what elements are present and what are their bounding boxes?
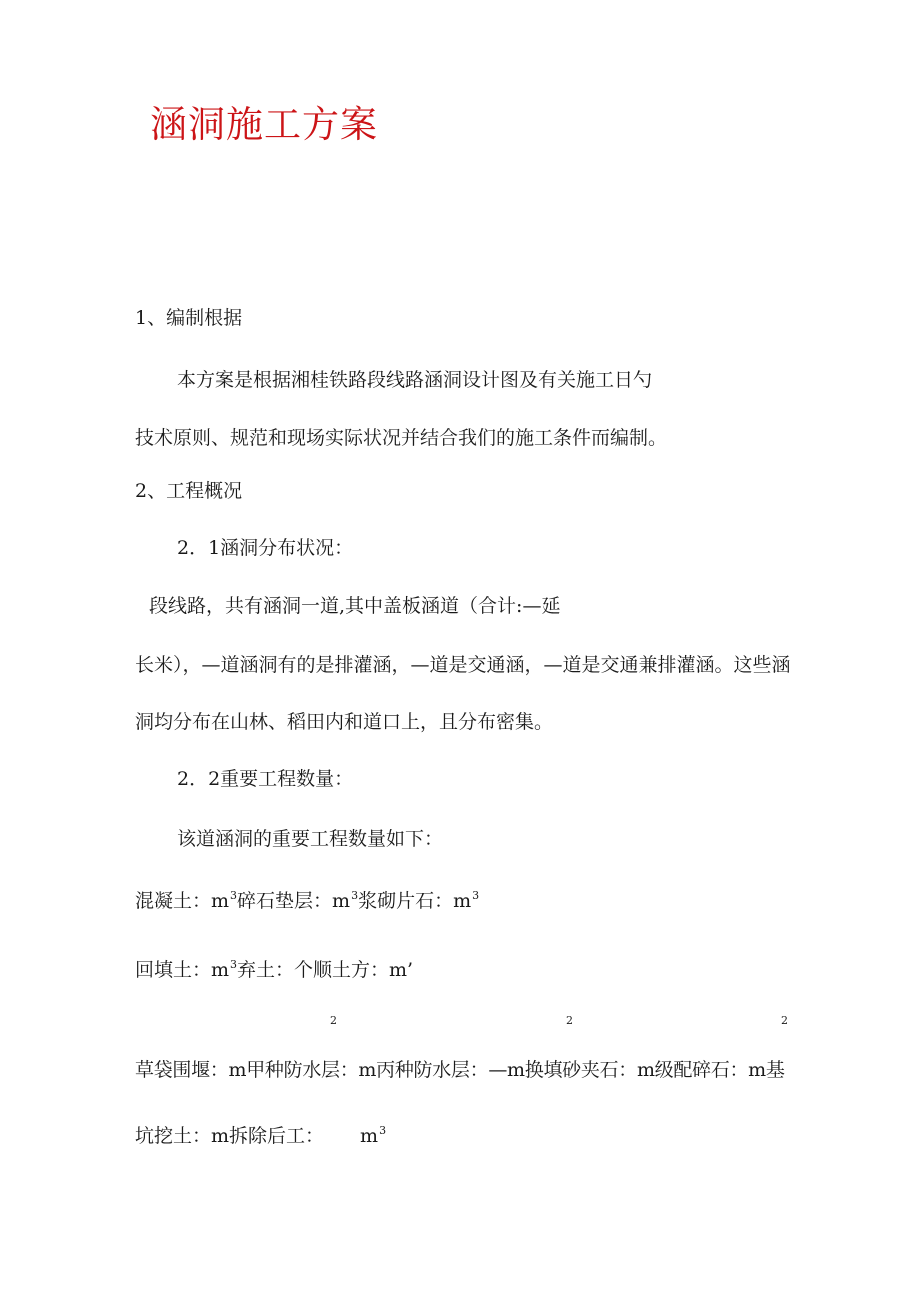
superscript: 3	[379, 1124, 387, 1137]
floating-superscript-2: 2	[566, 1014, 573, 1027]
quantity-row-1-part-2: 碎石垫层：m	[237, 890, 351, 912]
subsection-2-1-line-1: 段线路，共有涵洞一道,其中盖板涵道（合计:—延	[149, 595, 561, 617]
subsection-2-1-line-2: 长米），—道涵洞有的是排灌涵，—道是交通涵，—道是交通兼排灌涵。这些涵	[135, 654, 791, 676]
subsection-2-2-intro: 该道涵洞的重要工程数量如下：	[177, 828, 444, 850]
document-title: 涵洞施工方案	[150, 103, 378, 146]
quantity-row-4-part-1: 坑挖土：m拆除后工：	[135, 1125, 325, 1147]
quantity-row-4	[135, 1125, 386, 1146]
section-2-heading: 2、工程概况	[135, 480, 243, 502]
subsection-2-2-heading: 2．2重要工程数量：	[177, 768, 354, 790]
superscript: 3	[472, 889, 480, 902]
floating-superscript-1: 2	[330, 1014, 337, 1027]
quantity-row-2-part-1: 回填土：m	[135, 959, 230, 981]
section-1-paragraph-line-2: 技术原则、规范和现场实际状况并结合我们的施工条件而编制。	[135, 427, 668, 449]
superscript: 3	[230, 958, 238, 971]
quantity-row-4-part-2: m	[360, 1125, 379, 1147]
superscript: 3	[351, 889, 359, 902]
superscript: 3	[230, 889, 238, 902]
quantity-row-2	[135, 959, 413, 980]
section-1-paragraph-line-1: 本方案是根据湘桂铁路段线路涵洞设计图及有关施工日勺	[177, 369, 653, 391]
quantity-row-1	[135, 890, 479, 911]
subsection-2-1-line-3: 洞均分布在山林、稻田内和道口上，且分布密集。	[135, 711, 554, 733]
section-1-heading: 1、编制根据	[135, 307, 243, 329]
quantity-row-1-part-3: 浆砌片石：m	[358, 890, 472, 912]
floating-superscript-3: 2	[781, 1014, 788, 1027]
quantity-row-1-part-1: 混凝土：m	[135, 890, 230, 912]
quantity-row-3: 草袋围堰：m甲种防水层：m丙种防水层：—m换填砂夹石：m级配碎石：m基	[135, 1059, 785, 1081]
quantity-row-2-part-2: 弃土：个顺土方：m’	[237, 959, 414, 981]
subsection-2-1-heading: 2．1涵洞分布状况：	[177, 537, 354, 559]
